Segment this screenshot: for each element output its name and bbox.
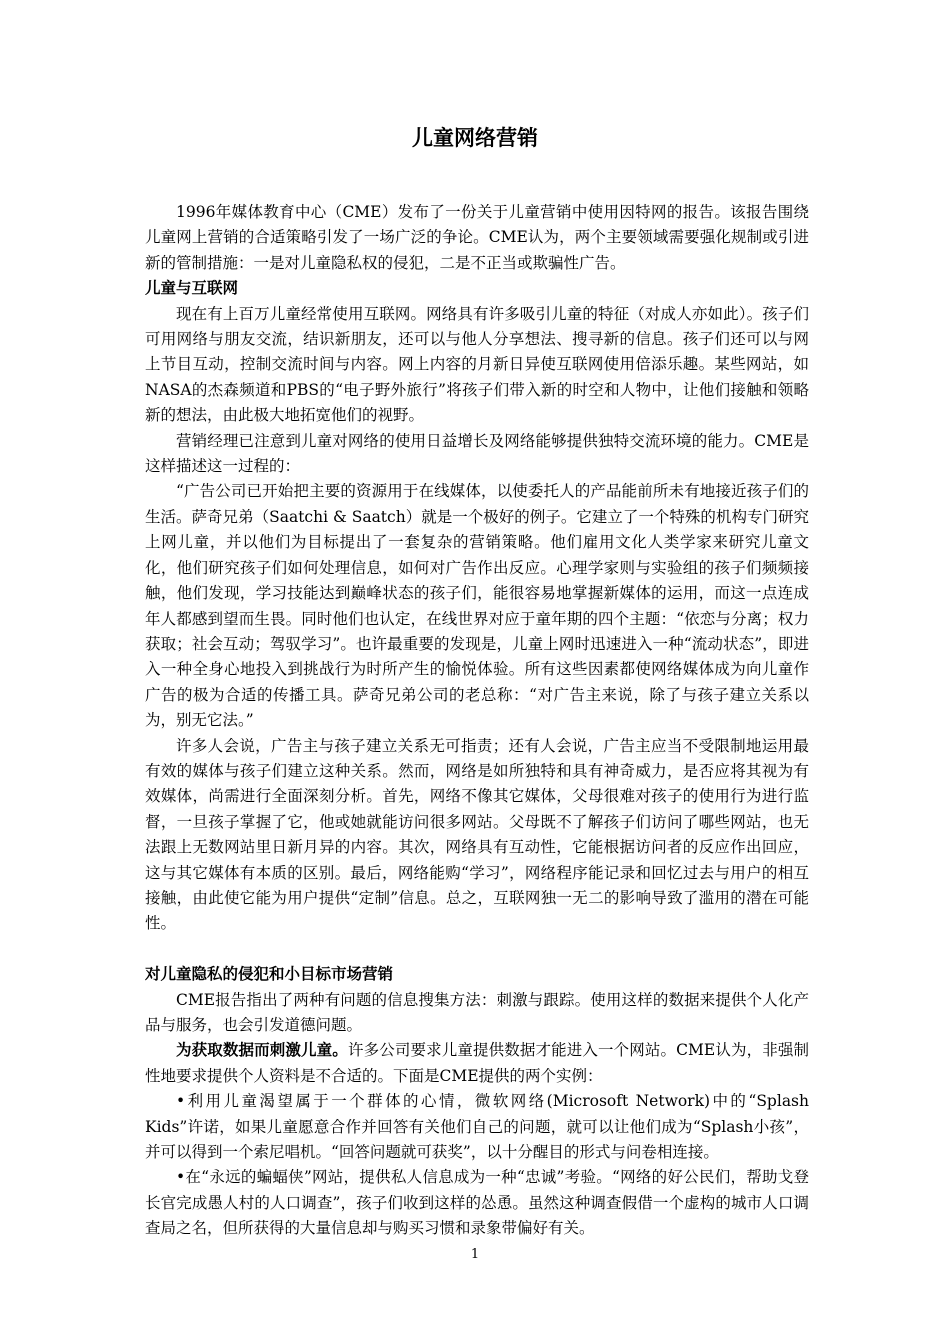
paragraph: 许多人会说，广告主与孩子建立关系无可指责；还有人会说，广告主应当不受限制地运用最有效的媒体与孩子们建立这种关系。然而，网络是如所独特和具有神奇威力，是否应将其视为有效媒体，尚需进行全面深刻分析。首先，网络不像其它媒体，父母很难对孩子的使用行为进行监督，一旦孩子掌握了它，他或她就能访问很多网站。父母既不了解孩子们访问了哪些网站，也无法跟上无数网站里日新月异的内容。其次，网络具有互动性，它能根据访问者的反应作出回应，这与其它媒体有本质的区别。最后，网络能购“学习”，网络程序能记录和回忆过去与用户的相互接触，由此使它能为用户提供“定制”信息。总之，互联网独一无二的影响导致了滥用的潜在可能性。 — [145, 736, 809, 933]
document-title: 儿童网络营销 — [412, 126, 538, 150]
bullet-item: •利用儿童渴望属于一个群体的心情，微软网络(Microsoft Network)中的“Splash Kids”许诺，如果儿童愿意合作并回答有关他们自己的问题，就可以让他们成为“Splash小孩”，并可以得到一个索尼唱机。“回答问题就可获奖”，以十分醒目的形式与问卷相连接。 — [145, 1092, 809, 1162]
paragraph-text: 许多公司要求儿童提供数据才能进入一个网站。CME认为，非强制性地要求提供个人资料是不合适的。下面是CME提供的两个实例： — [145, 1041, 809, 1085]
bullet-item: •在“永远的蝙蝠侠”网站，提供私人信息成为一种“忠诚”考验。“网络的好公民们，帮助戈登长官完成愚人村的人口调查”，孩子们收到这样的怂恿。虽然这种调查假借一个虚构的城市人口调查局之名，但所获得的大量信息却与购买习惯和录象带偏好有关。 — [145, 1168, 809, 1238]
section-heading-privacy: 对儿童隐私的侵犯和小目标市场营销 — [145, 965, 394, 984]
paragraph-gap — [145, 937, 809, 962]
paragraph-with-lead — [145, 1038, 809, 1089]
paragraph: CME报告指出了两种有问题的信息搜集方法：刺激与跟踪。使用这样的数据来提供个人化产品与服务，也会引发道德问题。 — [145, 990, 809, 1034]
page-number: 1 — [470, 1247, 480, 1262]
quote-paragraph: “广告公司已开始把主要的资源用于在线媒体，以使委托人的产品能前所未有地接近孩子们的生活。萨奇兄弟（Saatchi & Saatch）就是一个极好的例子。它建立了一个特殊的机构专门研究上网儿童，并以他们为目标提出了一套复杂的营销策略。他们雇用文化人类学家来研究儿童文化，他们研究孩子们如何处理信息，如何对广告作出反应。心理学家则与实验组的孩子们频频接触，他们发现，学习技能达到巅峰状态的孩子们，能很容易地掌握新媒体的运用，而这一点连成年人都感到望而生畏。同时他们也认定，在线世界对应于童年期的四个主题：“依恋与分离；权力获取；社会互动；驾驭学习”。也许最重要的发现是，儿童上网时迅速进入一种“流动状态”，即进入一种全身心地投入到挑战行为时所产生的愉悦体验。所有这些因素都使网络媒体成为向儿童作广告的极为合适的传播工具。萨奇兄弟公司的老总称：“对广告主来说，除了与孩子建立关系以为，别无它法。” — [145, 482, 809, 730]
paragraph: 现在有上百万儿童经常使用互联网。网络具有许多吸引儿童的特征（对成人亦如此）。孩子们可用网络与朋友交流，结识新朋友，还可以与他人分享想法、搜寻新的信息。孩子们还可以与网上节目互动，控制交流时间与内容。网上内容的月新日异使互联网使用倍添乐趣。某些网站，如NASA的杰森频道和PBS的“电子野外旅行”将孩子们带入新的时空和人物中，让他们接触和领略新的想法，由此极大地拓宽他们的视野。 — [145, 304, 809, 425]
section-heading-children-internet: 儿童与互联网 — [145, 279, 239, 298]
paragraph-lead: 为获取数据而刺激儿童。 — [176, 1041, 348, 1060]
document-body — [145, 200, 809, 1242]
intro-paragraph: 1996年媒体教育中心（CME）发布了一份关于儿童营销中使用因特网的报告。该报告围绕儿童网上营销的合适策略引发了一场广泛的争论。CME认为，两个主要领域需要强化规制或引进新的管制措施：一是对儿童隐私权的侵犯，二是不正当或欺骗性广告。 — [145, 203, 809, 272]
paragraph: 营销经理已注意到儿童对网络的使用日益增长及网络能够提供独特交流环境的能力。CME是这样描述这一过程的： — [145, 431, 809, 476]
